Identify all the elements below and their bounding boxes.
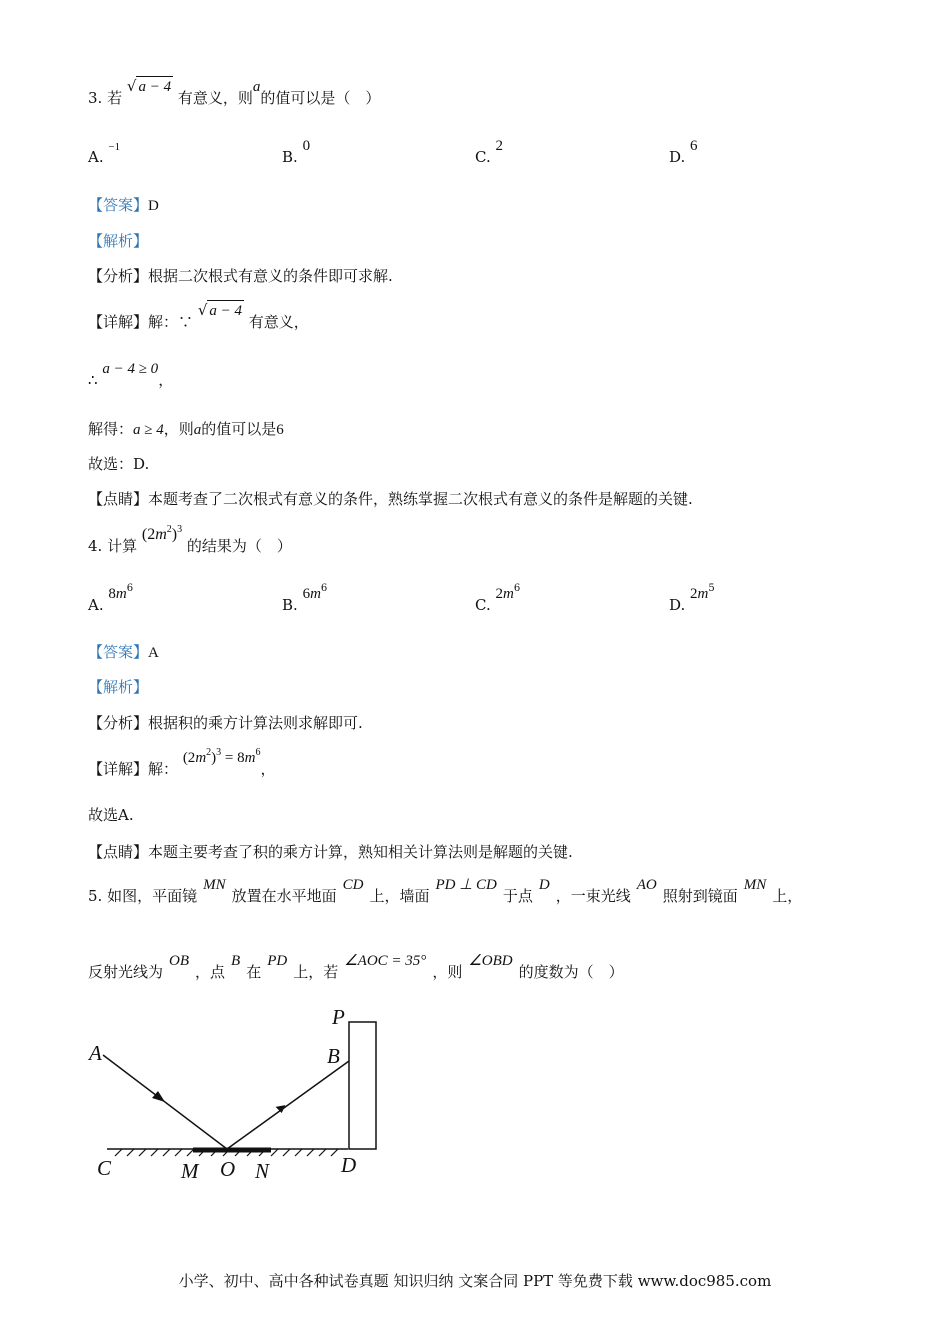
q4-review: 【点睛】本题主要考查了积的乘方计算，熟知相关计算法则是解题的关键.	[88, 843, 573, 861]
math-expression: AO	[636, 877, 657, 893]
label-p: P	[332, 1005, 345, 1029]
q5-stem-line1: 5. 如图，平面镜MN放置在水平地面CD上，墙面PD ⊥ CD于点D，一束光线AO照射到镜面MN上，	[88, 877, 803, 905]
label-o: O	[220, 1157, 236, 1181]
q3-solve: 解得：a ≥ 4，则a的值可以是6	[88, 420, 284, 438]
label-b: B	[327, 1044, 340, 1068]
label-d: D	[341, 1153, 357, 1177]
math-expression: ∠AOC = 35°	[344, 953, 427, 969]
q4-option-c[interactable]: C. $2m^6$	[475, 583, 521, 614]
label-m: M	[181, 1159, 199, 1183]
q3-option-b[interactable]: B. 0	[282, 138, 311, 166]
math-expression: OB	[169, 953, 190, 969]
stem-text: 的度数为（ ）	[518, 963, 624, 981]
q4-option-b[interactable]: B. $6m^6$	[282, 583, 328, 614]
math-expression: D	[538, 877, 550, 893]
stem-text: ，点	[195, 963, 226, 981]
label-n: N	[255, 1159, 270, 1183]
q3-sqrt-expr: √ a − 4	[126, 77, 172, 95]
ray-ob	[227, 1061, 349, 1149]
q4-stem: 4. 计算 $(2m^2)^3$ 的结果为（ ）	[88, 524, 292, 555]
wall-pd	[349, 1022, 376, 1149]
label-a: A	[89, 1041, 102, 1065]
q3-option-a[interactable]: A. $^{-1}$	[88, 141, 121, 166]
q3-option-c[interactable]: C. 2	[475, 138, 503, 166]
math-expression: PD ⊥ CD	[435, 877, 497, 893]
stem-text: 反射光线为	[88, 963, 164, 981]
stem-text: 放置在水平地面	[231, 887, 337, 905]
math-expression: MN	[203, 877, 226, 893]
stem-text: 于点	[502, 887, 533, 905]
stem-text: 上，若	[293, 963, 339, 981]
q4-option-d[interactable]: D. $2m^5$	[669, 583, 715, 614]
stem-text: ，一束光线	[555, 887, 631, 905]
label-c: C	[97, 1156, 112, 1180]
q4-fenxi: 【分析】根据积的乘方计算法则求解即可.	[88, 714, 363, 732]
math-expression: ∠OBD	[468, 953, 513, 969]
page-footer: 小学、初中、高中各种试卷真题 知识归纳 文案合同 PPT 等免费下载 www.doc985.com	[178, 1272, 772, 1290]
q5-figure	[85, 1003, 385, 1183]
q5-line2-segments	[88, 953, 624, 981]
q3-review: 【点睛】本题考查了二次根式有意义的条件，熟练掌握二次根式有意义的条件是解题的关键.	[88, 490, 693, 508]
q4-answer: 【答案】A	[88, 643, 159, 661]
q3-inequality: ∴ a − 4 ≥ 0，	[88, 361, 174, 389]
stem-text: 如图，平面镜	[107, 887, 198, 905]
q4-expression: $(2m^2)^3$	[141, 524, 183, 543]
q3-analysis-heading: 【解析】	[88, 232, 149, 250]
q4-choose: 故选A.	[88, 806, 134, 824]
q3-answer: 【答案】D	[88, 196, 159, 214]
q4-option-a[interactable]: A. $8m^6$	[88, 583, 134, 614]
stem-text: 上，	[772, 887, 803, 905]
q5-stem-line2	[88, 953, 624, 983]
math-expression: CD	[342, 877, 364, 893]
q4-detail: 【详解】解： $(2m^2)^3 = 8m^6$，	[88, 747, 276, 778]
math-expression: B	[231, 953, 241, 969]
math-expression: PD	[267, 953, 288, 969]
q3-option-d[interactable]: D. 6	[669, 138, 698, 166]
q3-fenxi: 【分析】根据二次根式有意义的条件即可求解.	[88, 267, 393, 285]
q4-analysis-heading: 【解析】	[88, 678, 149, 696]
q3-stem: 3. 若 √ a − 4 有意义，则a的值可以是（ ）	[88, 77, 381, 107]
q3-detail: 【详解】解：∵ √ a − 4 有意义，	[88, 301, 309, 331]
q4-detail-equation: $(2m^2)^3 = 8m^6$	[182, 747, 261, 766]
q5-line1-segments	[107, 877, 803, 905]
stem-text: ，则	[432, 963, 463, 981]
arrow-ao	[152, 1091, 165, 1102]
stem-text: 照射到镜面	[662, 887, 738, 905]
stem-text: 在	[246, 963, 262, 981]
q3-choose: 故选：D.	[88, 455, 150, 473]
stem-text: 上，墙面	[369, 887, 430, 905]
math-expression: MN	[743, 877, 767, 893]
